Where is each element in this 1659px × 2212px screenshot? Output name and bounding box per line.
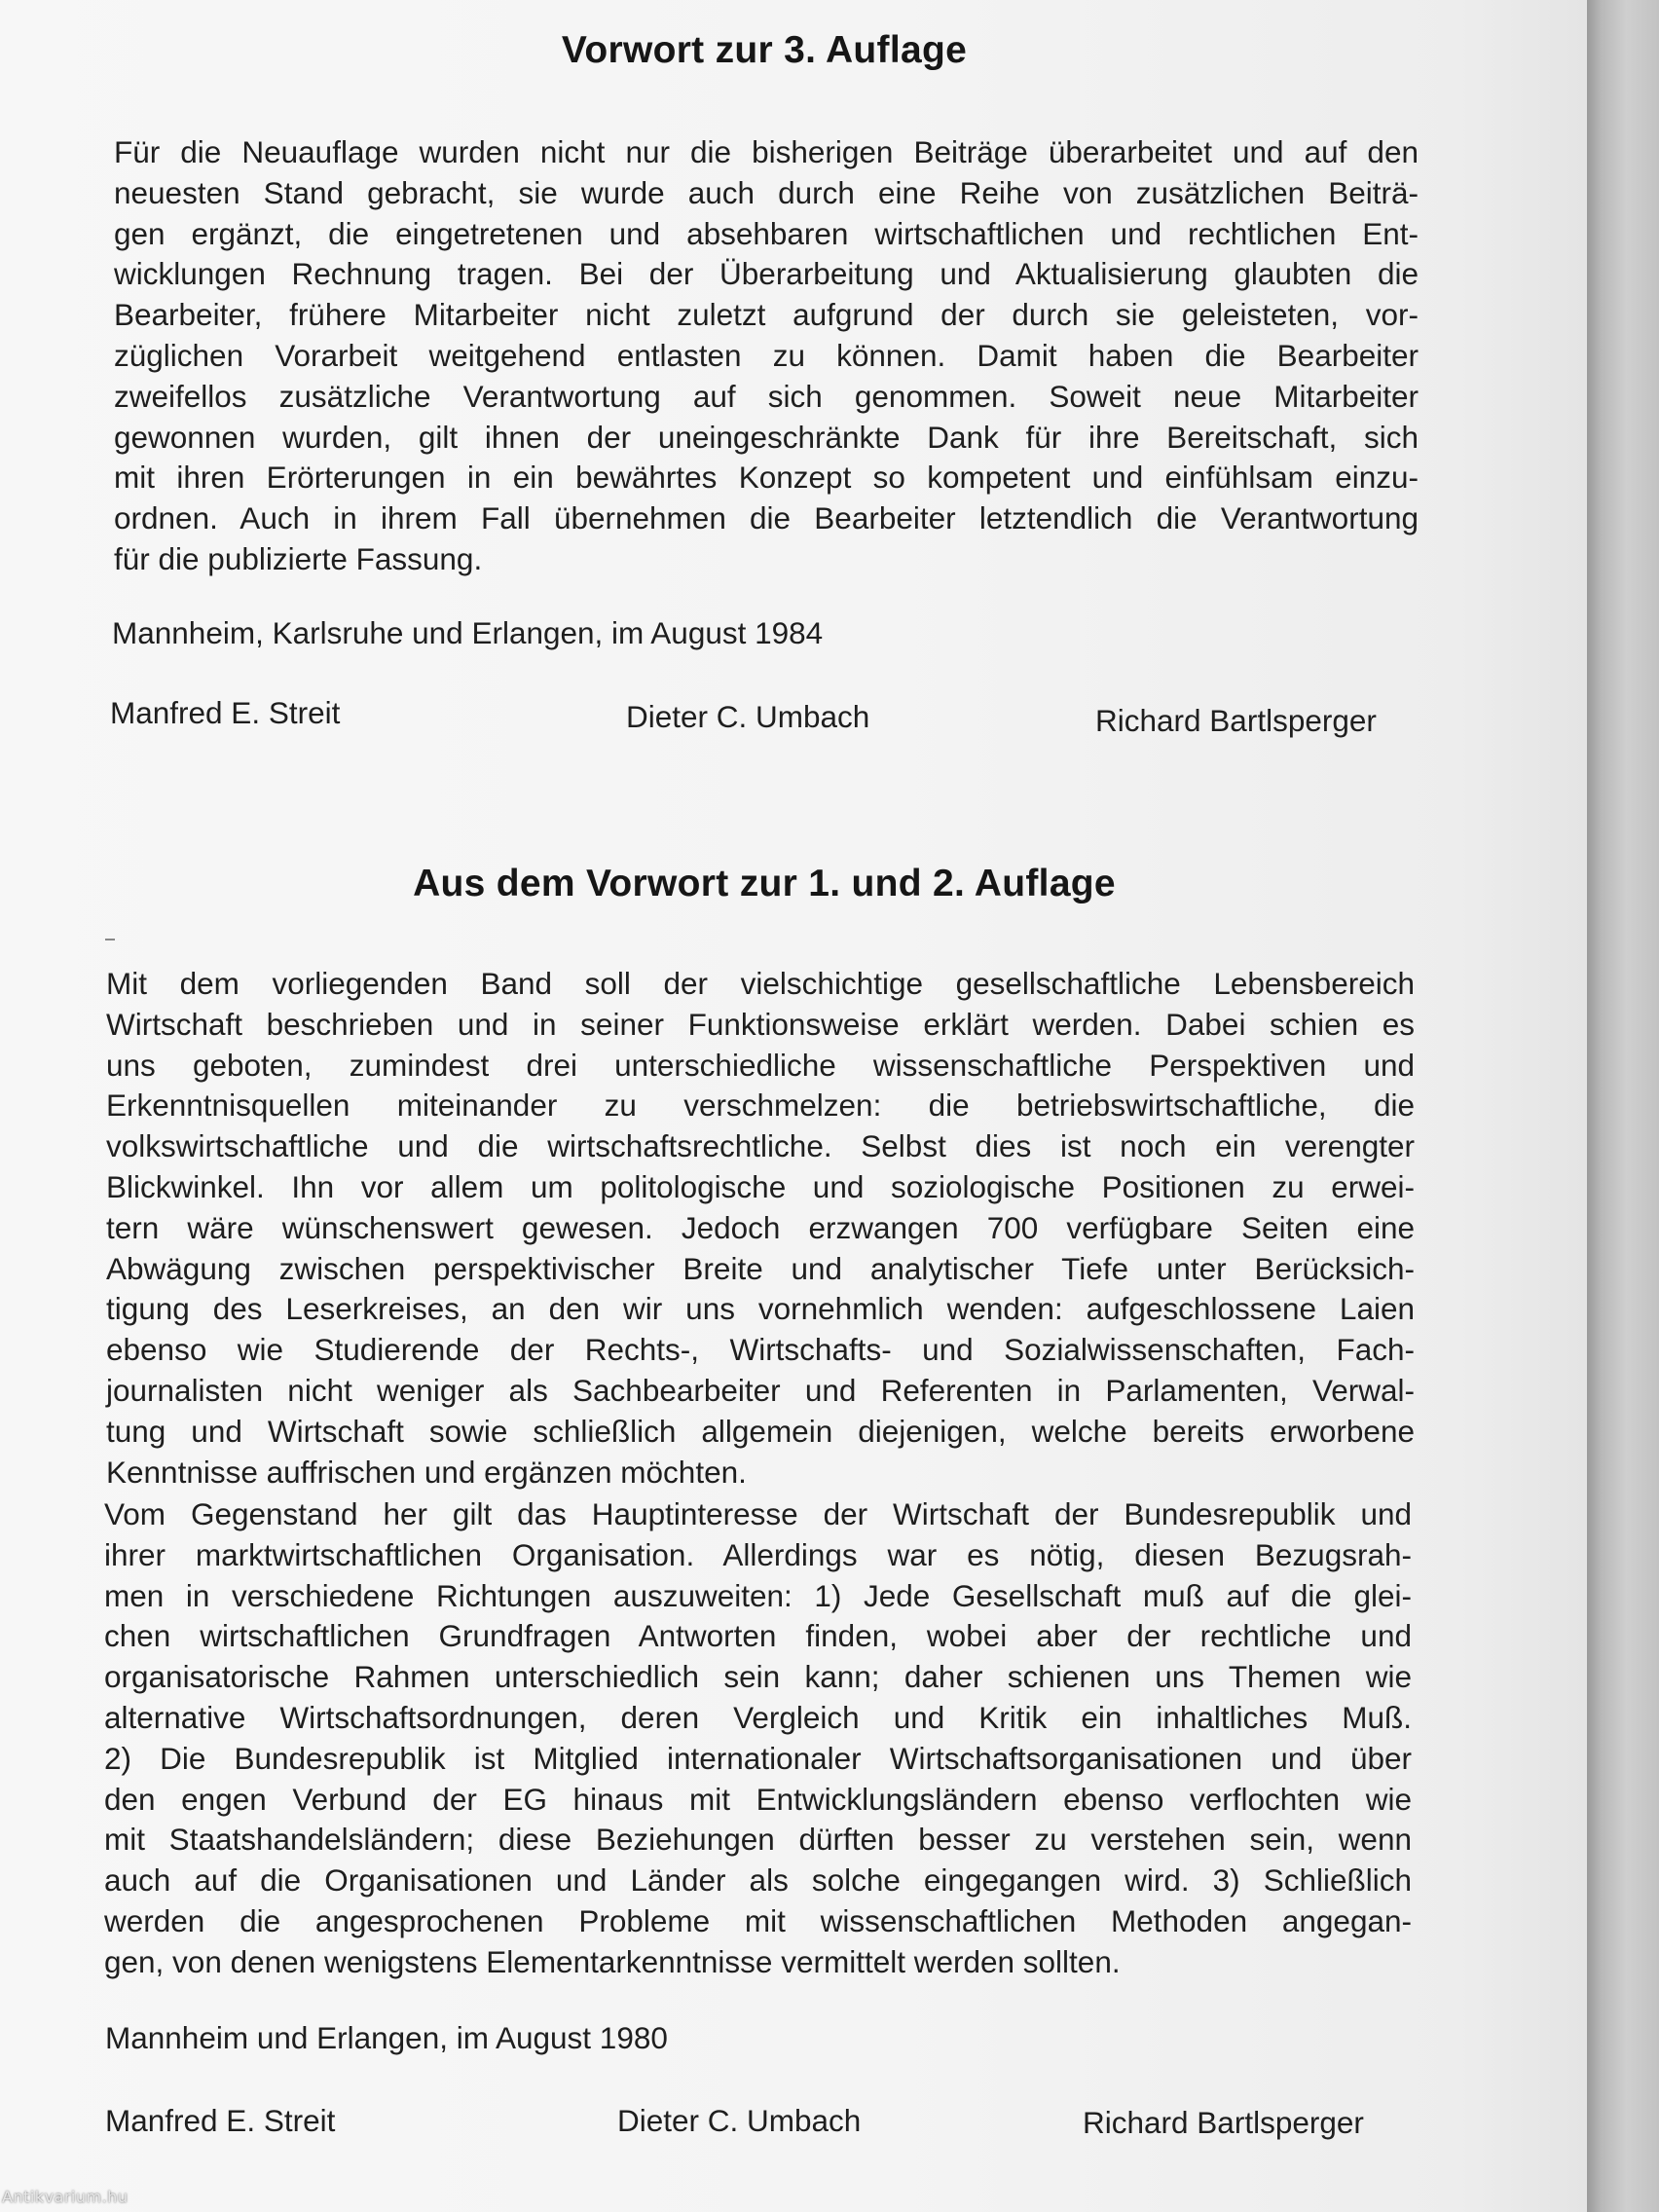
paragraph-line: journalisten nicht weniger als Sachbearbeiter und Referenten in Parlamenten, Verwal- xyxy=(106,1372,1415,1408)
paragraph-line: mit ihren Erörterungen in ein bewährtes Konzept so kompetent und einfühlsam einzu- xyxy=(114,460,1419,496)
paragraph-line: zweifellos zusätzliche Verantwortung auf sich genommen. Soweit neue Mitarbeiter xyxy=(114,378,1419,414)
paragraph-line: ordnen. Auch in ihrem Fall übernehmen die Bearbeiter letztendlich die Verantwortung xyxy=(114,500,1419,536)
paragraph-line: ihrer marktwirtschaftlichen Organisation. Allerdings war es nötig, diesen Bezugsrah- xyxy=(104,1536,1412,1572)
stray-mark xyxy=(105,939,115,940)
section-3-heading: Vorwort zur 3. Auflage xyxy=(561,29,968,71)
section-1-2-heading: Aus dem Vorwort zur 1. und 2. Auflage xyxy=(413,863,1116,904)
paragraph-line: neuesten Stand gebracht, sie wurde auch durch eine Reihe von zusätzlichen Beiträ- xyxy=(114,174,1419,210)
page-edge-shadow xyxy=(1587,0,1659,2212)
paragraph-line: den engen Verbund der EG hinaus mit Entwicklungsländern ebenso verflochten wie xyxy=(104,1781,1412,1817)
paragraph-line: wicklungen Rechnung tragen. Bei der Überarbeitung und Aktualisierung glaubten die xyxy=(114,256,1419,292)
paragraph-line: Für die Neuauflage wurden nicht nur die bisherigen Beiträge überarbeitet und auf den xyxy=(114,134,1419,169)
paragraph-line: Abwägung zwischen perspektivischer Breite und analytischer Tiefe unter Berücksich- xyxy=(106,1250,1415,1286)
section-1-2-signatory-umbach: Dieter C. Umbach xyxy=(617,2103,862,2138)
paragraph-line: alternative Wirtschaftsordnungen, deren Vergleich und Kritik ein inhaltliches Muß. xyxy=(104,1699,1412,1735)
paragraph-line: Bearbeiter, frühere Mitarbeiter nicht zuletzt aufgrund der durch sie geleisteten, vor- xyxy=(114,297,1419,333)
watermark: Antikvarium.hu xyxy=(2,2188,129,2206)
paragraph-line: gen ergänzt, die eingetretenen und absehbaren wirtschaftlichen und rechtlichen Ent- xyxy=(114,215,1419,251)
section-1-2-paragraph-2 xyxy=(104,1494,1412,1983)
paragraph-line: volkswirtschaftliche und die wirtschaftsrechtliche. Selbst dies ist noch ein verengter xyxy=(106,1128,1415,1164)
section-3-paragraph xyxy=(114,132,1419,580)
section-3-signatory-bartlsperger: Richard Bartlsperger xyxy=(1095,703,1377,738)
paragraph-line: gewonnen wurden, gilt ihnen der uneingeschränkte Dank für ihre Bereitschaft, sich xyxy=(114,419,1419,455)
paragraph-line: tigung des Leserkreises, an den wir uns vornehmlich wenden: aufgeschlossene Laien xyxy=(106,1291,1415,1327)
paragraph-line: tung und Wirtschaft sowie schließlich allgemein diejenigen, welche bereits erworbene xyxy=(106,1413,1415,1449)
paragraph-line: mit Staatshandelsländern; diese Beziehungen dürften besser zu verstehen sein, wenn xyxy=(104,1822,1412,1858)
paragraph-line: tern wäre wünschenswert gewesen. Jedoch erzwangen 700 verfügbare Seiten eine xyxy=(106,1209,1415,1245)
paragraph-line: gen, von denen wenigstens Elementarkenntnisse vermittelt werden sollten. xyxy=(104,1943,1121,1979)
paragraph-line: Erkenntnisquellen miteinander zu verschmelzen: die betriebswirtschaftliche, die xyxy=(106,1088,1415,1124)
paragraph-line: uns geboten, zumindest drei unterschiedliche wissenschaftliche Perspektiven und xyxy=(106,1047,1415,1083)
section-3-signatory-streit: Manfred E. Streit xyxy=(110,695,341,730)
paragraph-line: men in verschiedene Richtungen auszuweiten: 1) Jede Gesellschaft muß auf die glei- xyxy=(104,1577,1412,1613)
paragraph-line: chen wirtschaftlichen Grundfragen Antworten finden, wobei aber der rechtliche und xyxy=(104,1618,1412,1654)
paragraph-line: werden die angesprochenen Probleme mit wissenschaftlichen Methoden angegan- xyxy=(104,1902,1412,1938)
section-1-2-place-date: Mannheim und Erlangen, im August 1980 xyxy=(105,2020,668,2055)
paragraph-line: auch auf die Organisationen und Länder als solche eingegangen wird. 3) Schließlich xyxy=(104,1862,1412,1899)
section-3-signatory-umbach: Dieter C. Umbach xyxy=(626,699,870,734)
section-1-2-signatory-bartlsperger: Richard Bartlsperger xyxy=(1083,2105,1364,2140)
paragraph-line: Vom Gegenstand her gilt das Hauptinteresse der Wirtschaft der Bundesrepublik und xyxy=(104,1496,1412,1531)
paragraph-line: organisatorische Rahmen unterschiedlich sein kann; daher schienen uns Themen wie xyxy=(104,1659,1412,1695)
paragraph-line: 2) Die Bundesrepublik ist Mitglied internationaler Wirtschaftsorganisationen und über xyxy=(104,1740,1412,1776)
paragraph-line: züglichen Vorarbeit weitgehend entlasten zu können. Damit haben die Bearbeiter xyxy=(114,337,1419,373)
section-3-place-date: Mannheim, Karlsruhe und Erlangen, im August 1984 xyxy=(112,615,824,650)
paragraph-line: Mit dem vorliegenden Band soll der vielschichtige gesellschaftliche Lebensbereich xyxy=(106,966,1415,1001)
paragraph-line: Kenntnisse auffrischen und ergänzen möchten. xyxy=(106,1454,747,1490)
paragraph-line: Blickwinkel. Ihn vor allem um politologische und soziologische Positionen zu erwei- xyxy=(106,1168,1415,1204)
paragraph-line: Wirtschaft beschrieben und in seiner Funktionsweise erklärt werden. Dabei schien es xyxy=(106,1006,1415,1042)
paragraph-line: ebenso wie Studierende der Rechts-, Wirtschafts- und Sozialwissenschaften, Fach- xyxy=(106,1332,1415,1368)
paragraph-line: für die publizierte Fassung. xyxy=(114,540,483,576)
section-1-2-signatory-streit: Manfred E. Streit xyxy=(105,2103,336,2138)
section-1-2-paragraph-1 xyxy=(106,964,1415,1493)
